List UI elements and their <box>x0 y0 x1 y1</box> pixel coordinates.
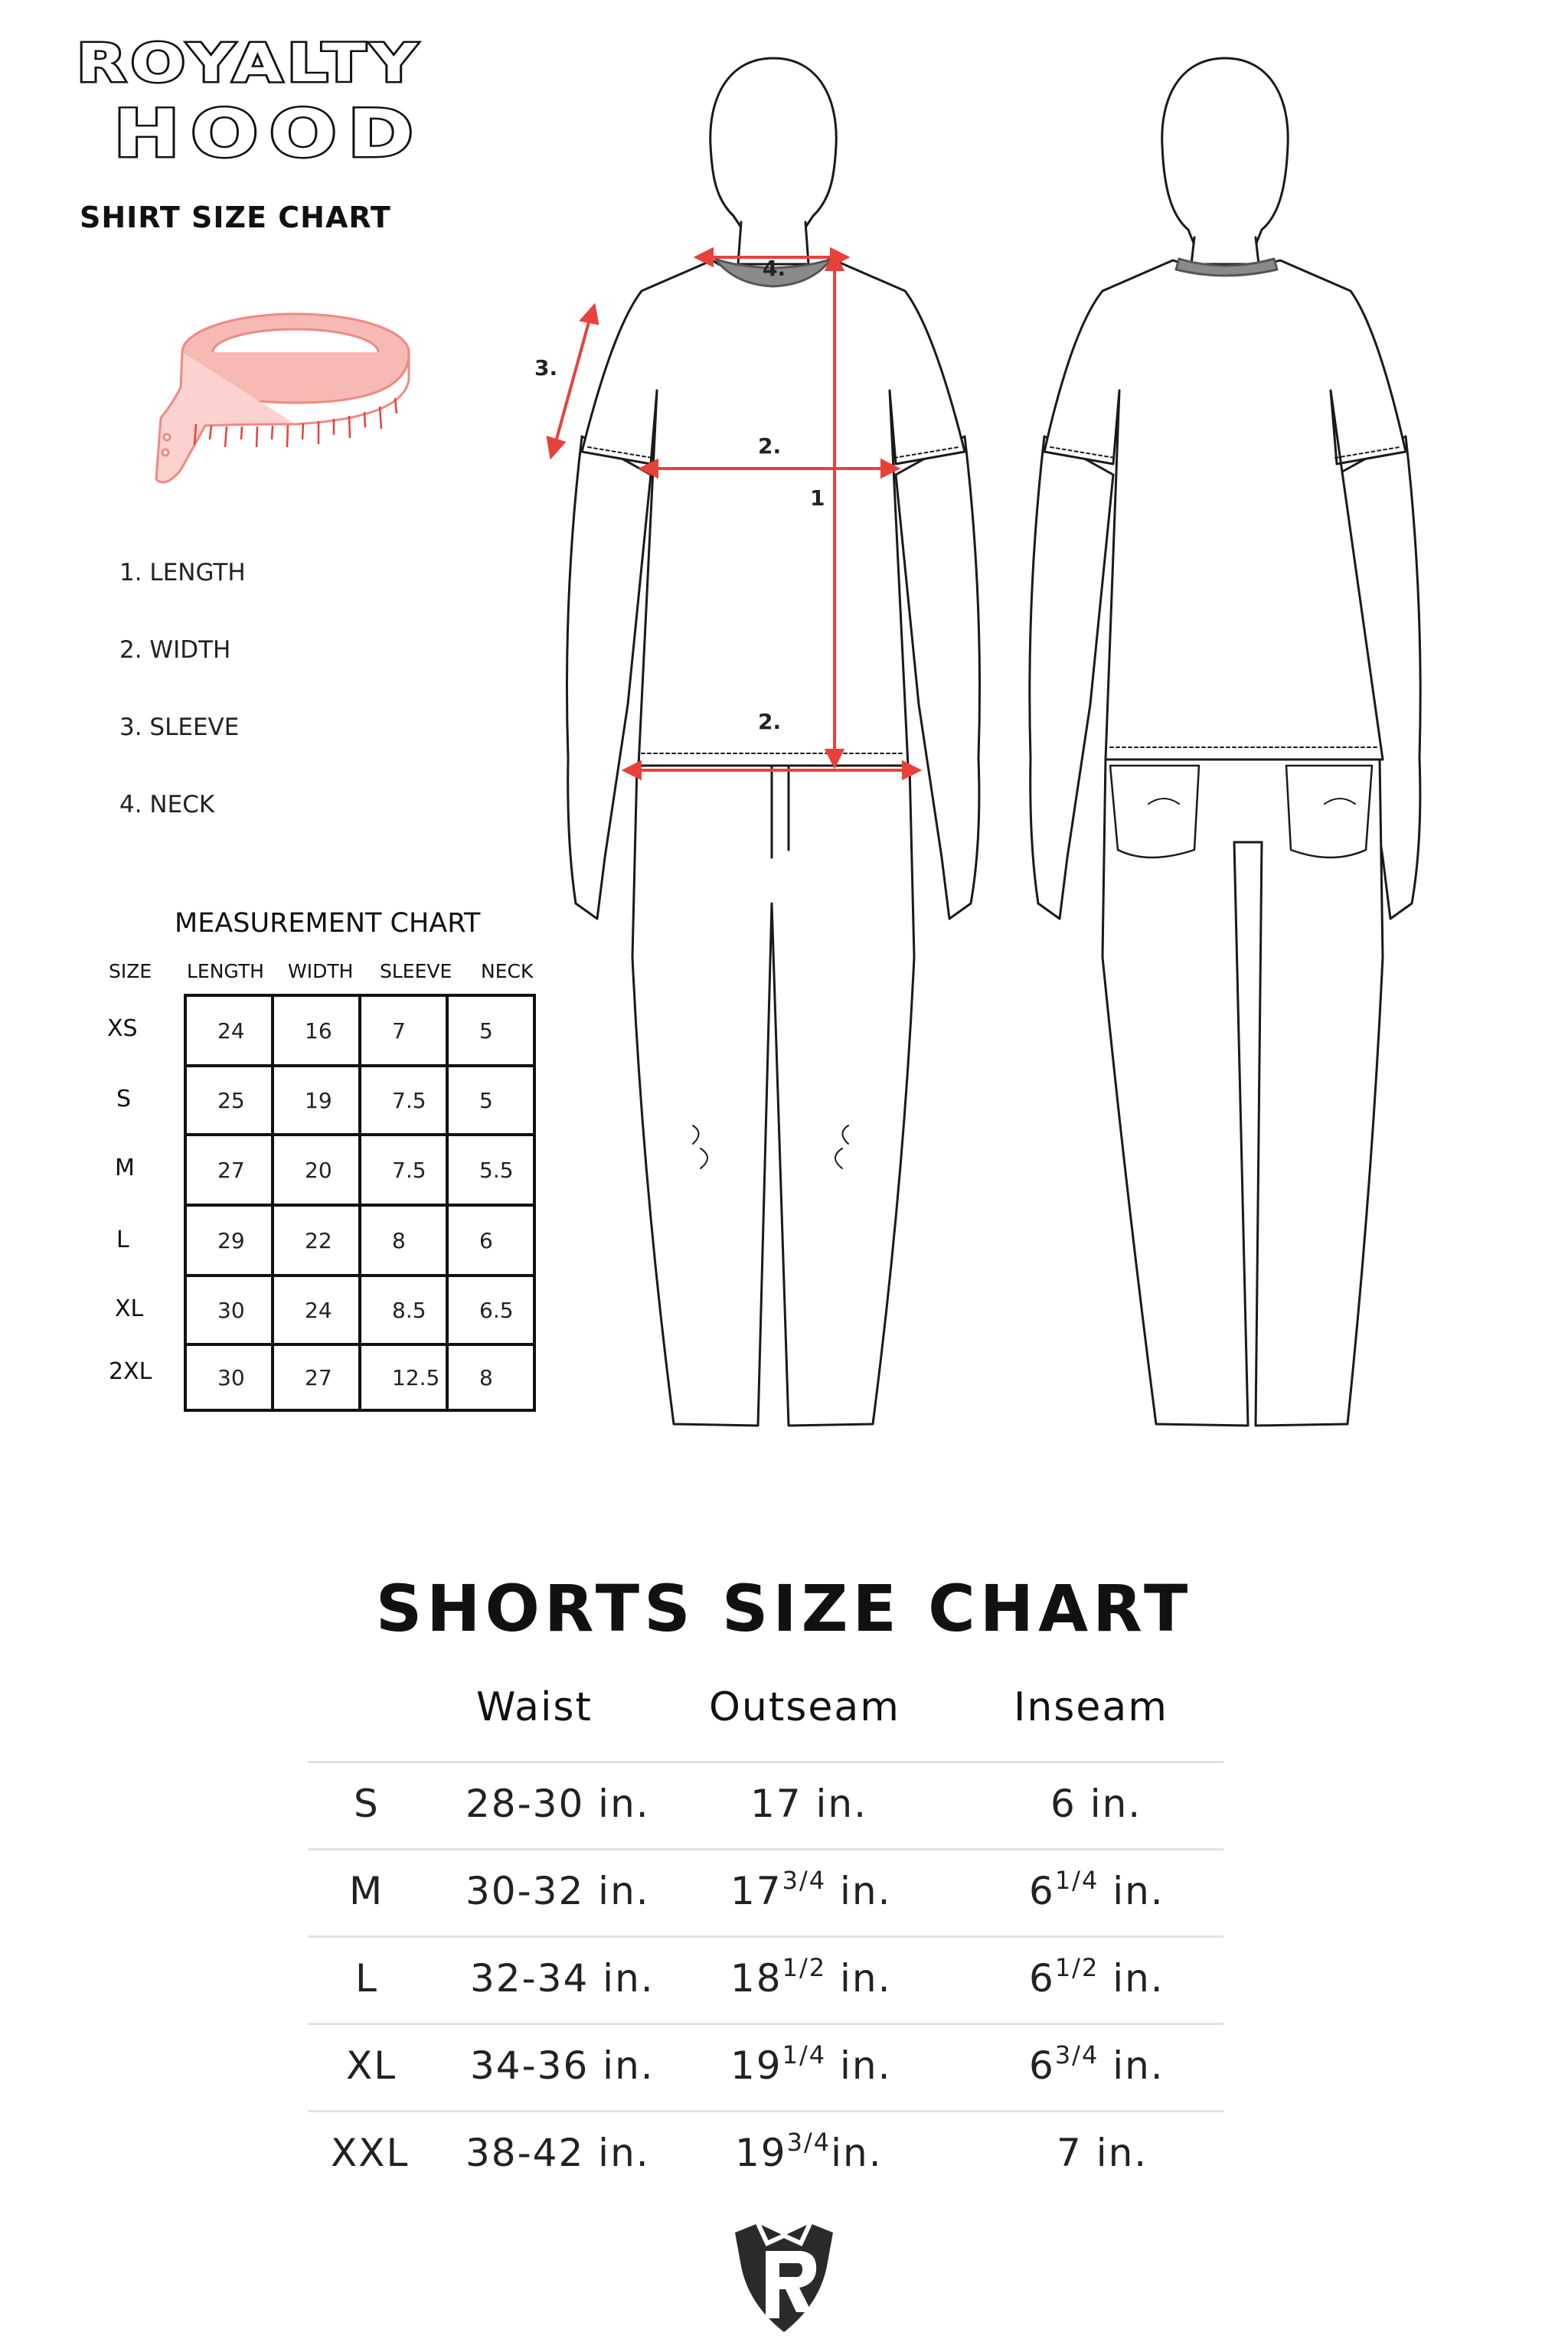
cell-neck: 5 <box>447 995 534 1066</box>
royalty-hood-crest-logo <box>727 2220 841 2335</box>
size-label: M <box>115 1155 135 1181</box>
legend-sleeve: 3. SLEEVE <box>119 714 240 741</box>
size-label: 2XL <box>109 1358 152 1385</box>
cell-width: 22 <box>273 1205 360 1276</box>
cell-width: 16 <box>273 995 360 1066</box>
cell-width: 24 <box>273 1276 360 1344</box>
size-label: S <box>354 1782 380 1826</box>
cell-sleeve: 12.5 <box>360 1344 447 1410</box>
outseam-value: $19^{3/4}in$. <box>735 2128 883 2175</box>
measurement-table <box>184 994 536 1412</box>
table-row <box>185 1276 534 1344</box>
table-row <box>185 995 534 1066</box>
outseam-value: $18^{1/2}$ in. <box>730 1953 892 2001</box>
table-row <box>185 1135 534 1205</box>
header-outseam: Outseam <box>709 1684 900 1730</box>
page-subtitle: SHIRT SIZE CHART <box>80 201 391 234</box>
shorts-chart-title: SHORTS SIZE CHART <box>375 1571 1193 1646</box>
diagram-label-length: 1 <box>810 485 825 511</box>
brand-wordmark-line2: HOOD <box>113 95 425 172</box>
size-label: M <box>349 1869 384 1913</box>
table-row <box>308 1848 1223 1938</box>
inseam-value: $6^{1/4}$ in. <box>1029 1866 1165 1913</box>
waist-value: 30-32 in. <box>466 1869 650 1913</box>
cell-sleeve: 7.5 <box>360 1135 447 1205</box>
waist-value: 28-30 in. <box>466 1782 650 1826</box>
header-length: LENGTH <box>187 960 264 982</box>
brand-wordmark-line1: ROYALTY <box>77 32 422 94</box>
cell-width: 27 <box>273 1344 360 1410</box>
size-label: XL <box>346 2043 397 2088</box>
table-row <box>308 1936 1223 2025</box>
cell-neck: 6 <box>447 1205 534 1276</box>
table-row <box>185 1344 534 1410</box>
header-neck: NECK <box>481 960 534 982</box>
diagram-label-chest: 2. <box>758 433 782 459</box>
cell-sleeve: 8 <box>360 1205 447 1276</box>
diagram-label-sleeve: 3. <box>534 355 558 381</box>
cell-neck: 6.5 <box>447 1276 534 1344</box>
cell-length: 30 <box>185 1344 273 1410</box>
outseam-value: 17 in. <box>750 1782 868 1826</box>
measuring-tape-icon <box>150 288 426 502</box>
size-label: XS <box>107 1015 138 1042</box>
header-inseam: Inseam <box>1014 1684 1168 1730</box>
legend-width: 2. WIDTH <box>119 636 231 664</box>
inseam-value: 6 in. <box>1050 1782 1142 1826</box>
diagram-label-hem: 2. <box>758 709 782 734</box>
waist-value: 32-34 in. <box>470 1956 655 2001</box>
inseam-value: $6^{3/4}$ in. <box>1029 2040 1165 2088</box>
size-label: S <box>116 1086 132 1112</box>
size-label: L <box>355 1956 378 2001</box>
header-size: SIZE <box>109 960 152 982</box>
cell-sleeve: 7 <box>360 995 447 1066</box>
measurement-legend <box>119 557 246 867</box>
measurement-chart-title: MEASUREMENT CHART <box>175 908 481 939</box>
outseam-value: $17^{3/4}$ in. <box>730 1866 892 1913</box>
size-label: XXL <box>331 2131 410 2175</box>
outseam-value: $19^{1/4}$ in. <box>730 2040 892 2088</box>
cell-length: 24 <box>185 995 273 1066</box>
header-sleeve: SLEEVE <box>380 960 452 982</box>
legend-length: 1. LENGTH <box>119 559 246 586</box>
cell-neck: 5.5 <box>447 1135 534 1205</box>
header-waist: Waist <box>476 1684 593 1730</box>
header-width: WIDTH <box>288 960 354 982</box>
cell-width: 20 <box>273 1135 360 1205</box>
diagram-label-neck: 4. <box>763 256 786 281</box>
garment-figure-diagram <box>521 46 1516 1439</box>
inseam-value: 7 in. <box>1057 2131 1148 2175</box>
waist-value: 38-42 in. <box>466 2131 650 2175</box>
size-label: XL <box>115 1295 144 1322</box>
waist-value: 34-36 in. <box>470 2043 655 2088</box>
table-row <box>185 1205 534 1276</box>
cell-length: 27 <box>185 1135 273 1205</box>
legend-neck: 4. NECK <box>119 791 215 818</box>
table-row <box>308 2110 1223 2200</box>
cell-length: 29 <box>185 1205 273 1276</box>
cell-sleeve: 7.5 <box>360 1066 447 1135</box>
cell-neck: 5 <box>447 1066 534 1135</box>
cell-length: 30 <box>185 1276 273 1344</box>
table-row <box>308 1761 1223 1851</box>
cell-neck: 8 <box>447 1344 534 1410</box>
table-row <box>308 2023 1223 2112</box>
cell-length: 25 <box>185 1066 273 1135</box>
inseam-value: $6^{1/2}$ in. <box>1029 1953 1165 2001</box>
cell-sleeve: 8.5 <box>360 1276 447 1344</box>
size-label: L <box>116 1227 129 1253</box>
table-row <box>185 1066 534 1135</box>
cell-width: 19 <box>273 1066 360 1135</box>
